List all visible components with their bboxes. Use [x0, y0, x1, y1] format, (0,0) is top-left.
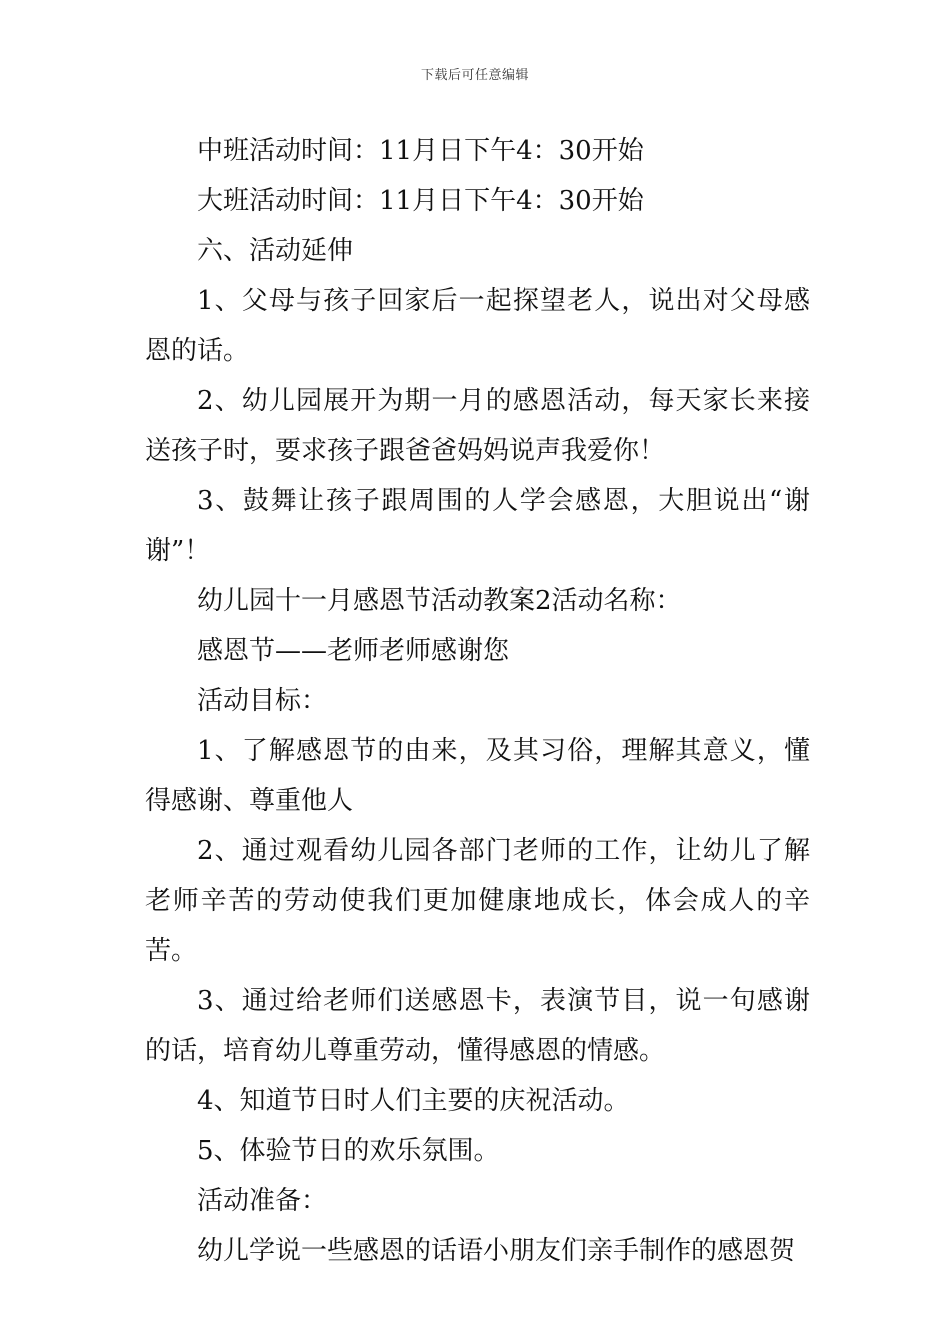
paragraph-goal-3: 3、通过给老师们送感恩卡，表演节目，说一句感谢的话，培育幼儿尊重劳动，懂得感恩的情感。 [145, 986, 810, 1066]
section-heading-preparation: 活动准备： [197, 1186, 328, 1216]
paragraph-goal-5: 5、体验节日的欢乐氛围。 [197, 1136, 500, 1166]
paragraph-extension-item-3: 3、鼓舞让孩子跟周围的人学会感恩，大胆说出“谢谢”！ [145, 486, 810, 566]
paragraph-middle-class-time: 中班活动时间：11月日下午4：30开始 [197, 136, 644, 166]
paragraph-senior-class-time: 大班活动时间：11月日下午4：30开始 [197, 186, 644, 216]
paragraph-extension-item-2: 2、幼儿园展开为期一月的感恩活动，每天家长来接送孩子时，要求孩子跟爸爸妈妈说声我爱你！ [145, 386, 810, 466]
paragraph-goal-4: 4、知道节日时人们主要的庆祝活动。 [197, 1086, 630, 1116]
document-body [145, 126, 810, 1276]
lesson-plan-title: 幼儿园十一月感恩节活动教案2活动名称： [197, 586, 682, 616]
activity-name: 感恩节——老师老师感谢您 [197, 636, 510, 666]
paragraph-preparation: 幼儿学说一些感恩的话语小朋友们亲手制作的感恩贺 [197, 1236, 796, 1266]
section-heading-extension: 六、活动延伸 [197, 236, 354, 266]
paragraph-extension-item-1: 1、父母与孩子回家后一起探望老人，说出对父母感恩的话。 [145, 286, 810, 366]
page-header: 下载后可任意编辑 [420, 68, 529, 83]
paragraph-goal-2: 2、通过观看幼儿园各部门老师的工作，让幼儿了解老师辛苦的劳动使我们更加健康地成长，体会成人的辛苦。 [145, 836, 810, 966]
paragraph-goal-1: 1、了解感恩节的由来，及其习俗，理解其意义，懂得感谢、尊重他人 [145, 736, 810, 816]
section-heading-goals: 活动目标： [197, 686, 328, 716]
